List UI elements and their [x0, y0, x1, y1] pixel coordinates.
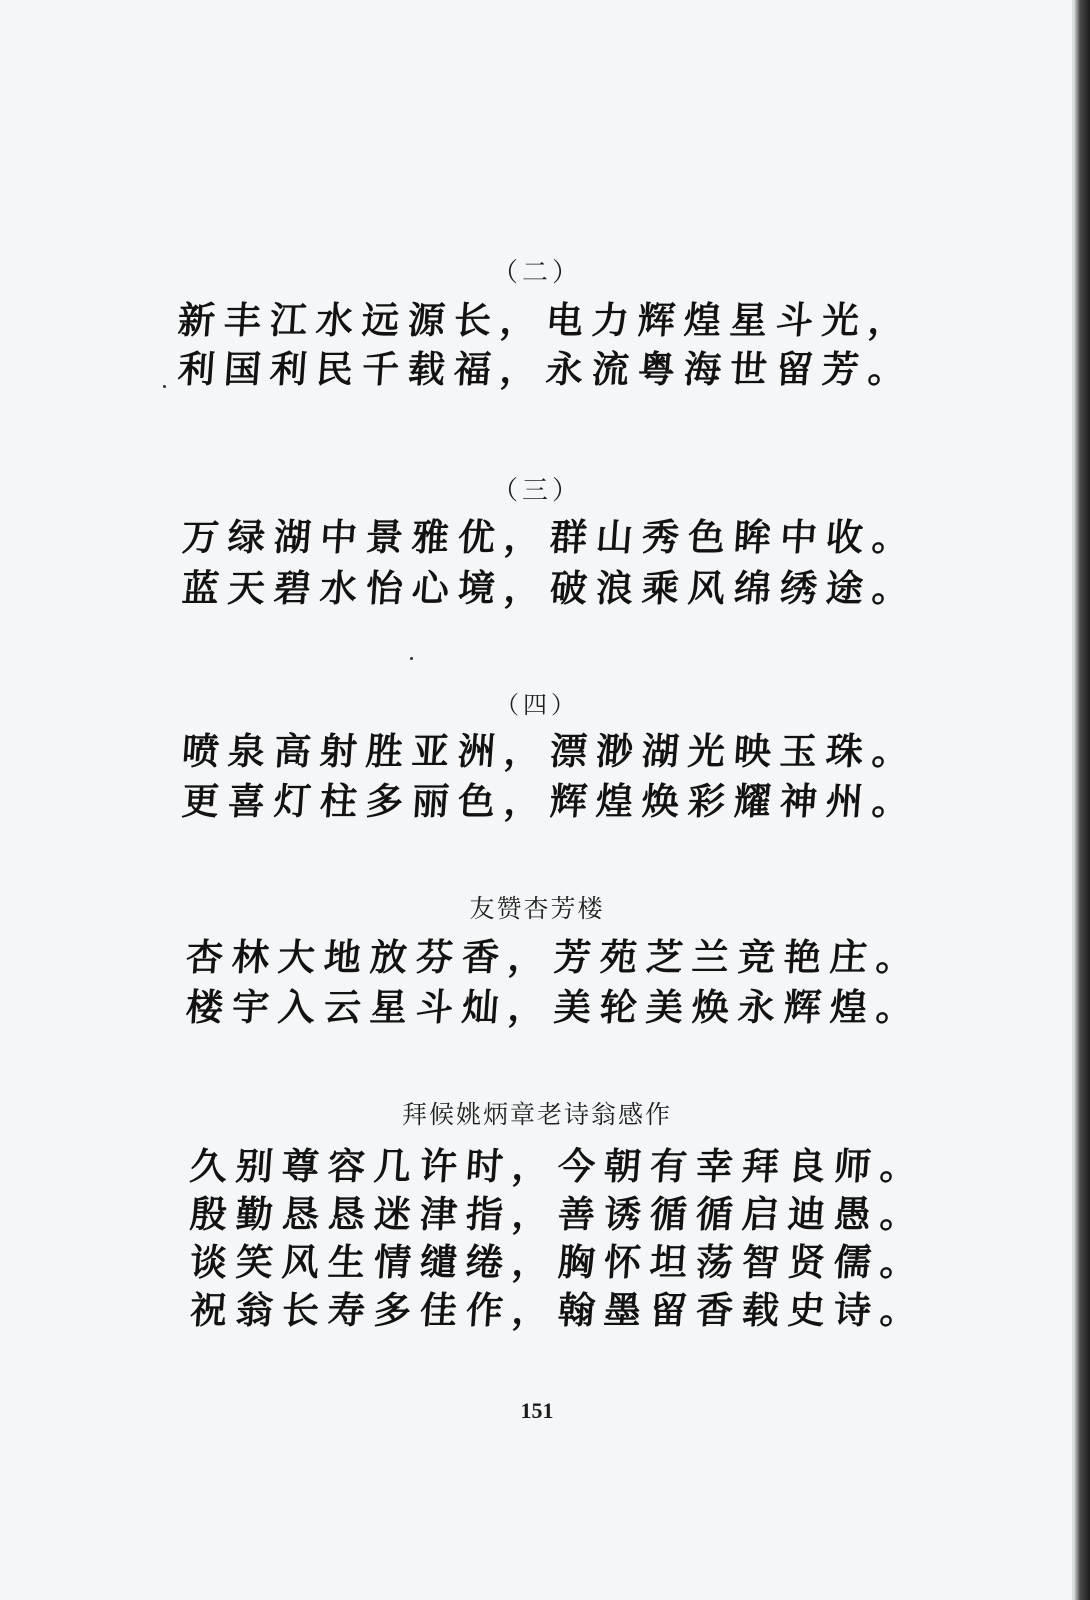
verse-line: 更喜灯柱多丽色，辉煌焕彩耀神州。 [180, 779, 920, 823]
section-heading: （二） [491, 258, 582, 288]
verse-line: 殷勤恳恳迷津指，善诱循循启迪愚。 [188, 1192, 928, 1236]
verse-line: 喷泉高射胜亚洲，漂渺湖光映玉珠。 [180, 729, 920, 773]
verse-line: 楼宇入云星斗灿，美轮美焕永辉煌。 [184, 985, 924, 1029]
section-heading: （三） [491, 476, 582, 506]
verse-line: 万绿湖中景雅优，群山秀色眸中收。 [180, 515, 920, 559]
page-speck [163, 385, 166, 388]
poem-section-yao [0, 1100, 1074, 1130]
scan-page-edge [1074, 0, 1090, 1600]
poem-title: 拜候姚炳章老诗翁感作 [401, 1100, 672, 1129]
poem-title: 友赞杏芳楼 [469, 894, 605, 923]
poem-section-2 [0, 258, 1074, 288]
poem-section-3 [0, 476, 1074, 506]
page-speck [410, 657, 413, 660]
verse-line: 祝翁长寿多佳作，翰墨留香载史诗。 [188, 1288, 928, 1332]
verse-line: 久别尊容几许时，今朝有幸拜良师。 [188, 1144, 928, 1188]
verse-line: 谈笑风生情缱绻，胸怀坦荡智贤儒。 [188, 1240, 928, 1284]
verse-line: 蓝天碧水怡心境，破浪乘风绵绣途。 [180, 566, 920, 610]
page-number: 151 [520, 1398, 554, 1423]
verse-line: 新丰江水远源长，电力辉煌星斗光， [176, 298, 916, 342]
poem-section-xingfanglou [0, 894, 1074, 924]
verse-line: 利国利民千载福，永流粤海世留芳。 [176, 347, 916, 391]
verse-line: 杏林大地放芬香，芳苑芝兰竞艳庄。 [184, 935, 924, 979]
poem-section-4 [0, 690, 1074, 720]
section-heading: （四） [495, 691, 579, 719]
